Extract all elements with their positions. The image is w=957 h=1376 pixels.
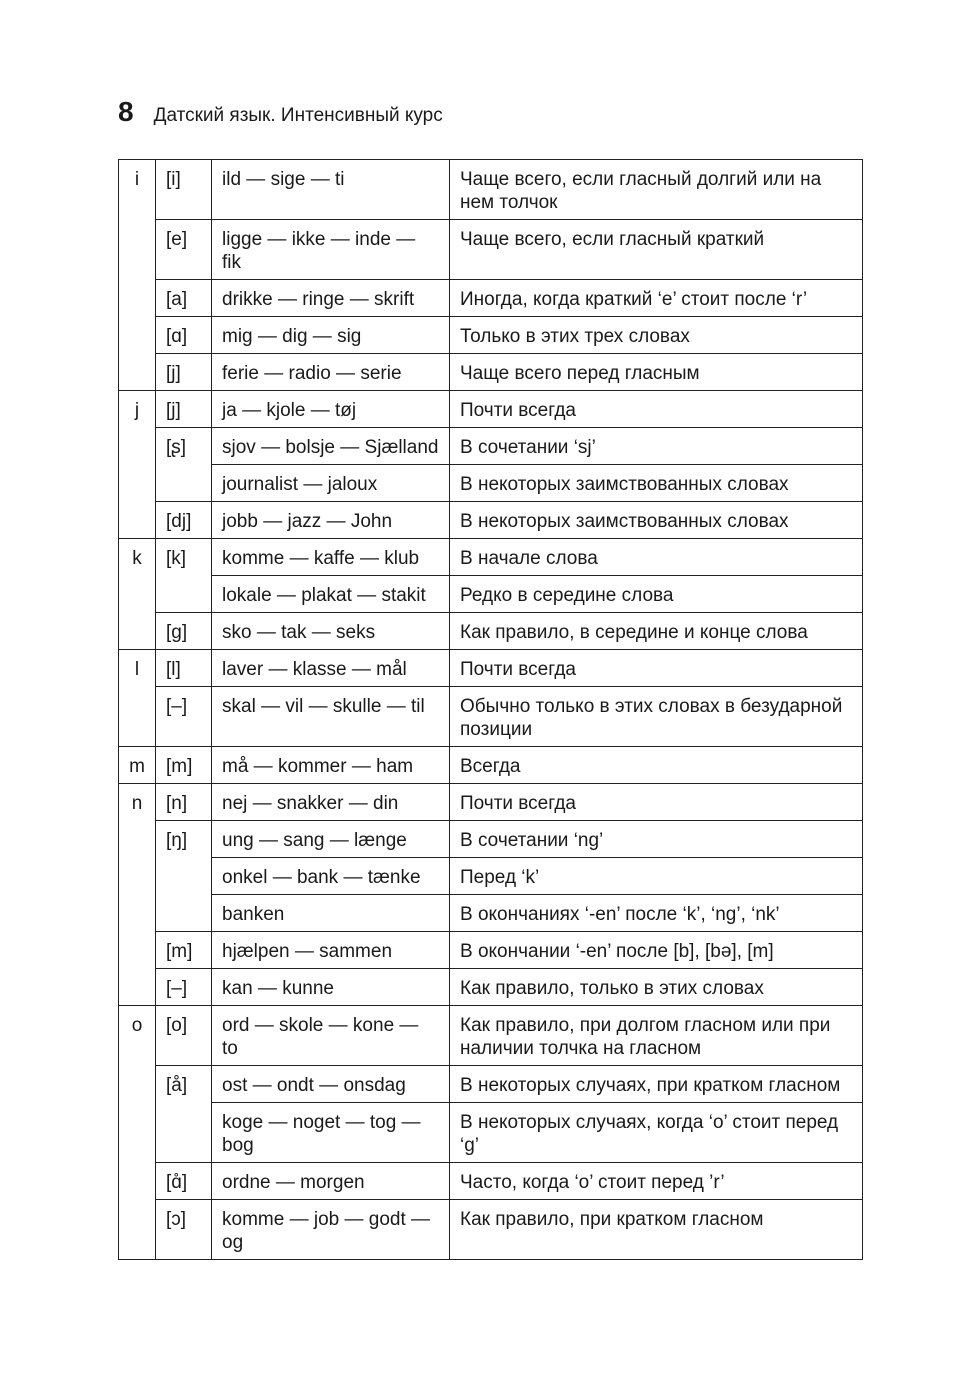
usage-note-cell: Часто, когда ‘o’ стоит перед ’r’	[450, 1163, 863, 1200]
table-row	[119, 895, 863, 932]
sound-cell: [dj]	[156, 502, 212, 539]
usage-note-cell: В некоторых случаях, при кратком гласном	[450, 1066, 863, 1103]
table-row	[119, 354, 863, 391]
sound-cell: [ɔ]	[156, 1200, 212, 1260]
table-row	[119, 650, 863, 687]
table-row	[119, 687, 863, 747]
usage-note-cell: Как правило, только в этих словах	[450, 969, 863, 1006]
table-row	[119, 969, 863, 1006]
page-number: 8	[118, 96, 134, 127]
example-words-cell: komme — kaffe — klub	[212, 539, 450, 576]
usage-note-cell: В начале слова	[450, 539, 863, 576]
example-words-cell: jobb — jazz — John	[212, 502, 450, 539]
usage-note-cell: В некоторых заимствованных словах	[450, 465, 863, 502]
example-words-cell: må — kommer — ham	[212, 747, 450, 784]
sound-cell: [–]	[156, 969, 212, 1006]
letter-cell: l	[119, 650, 156, 747]
usage-note-cell: Как правило, при кратком гласном	[450, 1200, 863, 1260]
usage-note-cell: Почти всегда	[450, 391, 863, 428]
example-words-cell: kan — kunne	[212, 969, 450, 1006]
example-words-cell: mig — dig — sig	[212, 317, 450, 354]
table-row	[119, 220, 863, 280]
example-words-cell: sko — tak — seks	[212, 613, 450, 650]
example-words-cell: ost — ondt — onsdag	[212, 1066, 450, 1103]
example-words-cell: lokale — plakat — stakit	[212, 576, 450, 613]
table-row	[119, 613, 863, 650]
example-words-cell: ordne — morgen	[212, 1163, 450, 1200]
example-words-cell: koge — noget — tog — bog	[212, 1103, 450, 1163]
table-row	[119, 1006, 863, 1066]
usage-note-cell: В некоторых заимствованных словах	[450, 502, 863, 539]
usage-note-cell: Перед ‘k’	[450, 858, 863, 895]
letter-cell: i	[119, 160, 156, 391]
usage-note-cell: Всегда	[450, 747, 863, 784]
table-row	[119, 428, 863, 465]
table-row	[119, 160, 863, 220]
table-row	[119, 747, 863, 784]
usage-note-cell: Почти всегда	[450, 784, 863, 821]
usage-note-cell: Только в этих трех словах	[450, 317, 863, 354]
sound-cell: [e]	[156, 220, 212, 280]
example-words-cell: skal — vil — skulle — til	[212, 687, 450, 747]
table-row	[119, 1163, 863, 1200]
page-header	[118, 96, 443, 128]
table-row	[119, 1103, 863, 1163]
table-row	[119, 391, 863, 428]
example-words-cell: sjov — bolsje — Sjælland	[212, 428, 450, 465]
table-row	[119, 539, 863, 576]
example-words-cell: ord — skole — kone — to	[212, 1006, 450, 1066]
example-words-cell: journalist — jaloux	[212, 465, 450, 502]
sound-cell: [ɑ̊]	[156, 1163, 212, 1200]
letter-cell: k	[119, 539, 156, 650]
example-words-cell: ung — sang — længe	[212, 821, 450, 858]
usage-note-cell: В сочетании ‘ng’	[450, 821, 863, 858]
usage-note-cell: Чаще всего, если гласный долгий или на нем толчок	[450, 160, 863, 220]
sound-cell: [å]	[156, 1066, 212, 1163]
letter-cell: j	[119, 391, 156, 539]
sound-cell: [g]	[156, 613, 212, 650]
example-words-cell: hjælpen — sammen	[212, 932, 450, 969]
letter-cell: m	[119, 747, 156, 784]
usage-note-cell: Чаще всего, если гласный краткий	[450, 220, 863, 280]
sound-cell: [a]	[156, 280, 212, 317]
usage-note-cell: В некоторых случаях, когда ‘o’ стоит перед ‘g’	[450, 1103, 863, 1163]
example-words-cell: komme — job — godt — og	[212, 1200, 450, 1260]
table-row	[119, 317, 863, 354]
usage-note-cell: В окончаниях ‘-en’ после ‘k’, ‘ng’, ‘nk’	[450, 895, 863, 932]
table-row	[119, 280, 863, 317]
usage-note-cell: Обычно только в этих словах в безударной позиции	[450, 687, 863, 747]
sound-cell: [j]	[156, 391, 212, 428]
usage-note-cell: Редко в середине слова	[450, 576, 863, 613]
usage-note-cell: Как правило, в середине и конце слова	[450, 613, 863, 650]
sound-cell: [o]	[156, 1006, 212, 1066]
table-row	[119, 1200, 863, 1260]
example-words-cell: banken	[212, 895, 450, 932]
usage-note-cell: Как правило, при долгом гласном или при наличии толчка на гласном	[450, 1006, 863, 1066]
sound-cell: [ŋ]	[156, 821, 212, 932]
sound-cell: [–]	[156, 687, 212, 747]
sound-cell: [n]	[156, 784, 212, 821]
sound-cell: [l]	[156, 650, 212, 687]
usage-note-cell: Чаще всего перед гласным	[450, 354, 863, 391]
example-words-cell: laver — klasse — mål	[212, 650, 450, 687]
usage-note-cell: В сочетании ‘sj’	[450, 428, 863, 465]
sound-cell: [m]	[156, 747, 212, 784]
sound-cell: [i]	[156, 160, 212, 220]
sound-cell: [ʂ]	[156, 428, 212, 502]
example-words-cell: ja — kjole — tøj	[212, 391, 450, 428]
table-row	[119, 1066, 863, 1103]
usage-note-cell: Почти всегда	[450, 650, 863, 687]
sound-cell: [k]	[156, 539, 212, 613]
table-row	[119, 502, 863, 539]
example-words-cell: ild — sige — ti	[212, 160, 450, 220]
table-row	[119, 576, 863, 613]
table-row	[119, 465, 863, 502]
pronunciation-table	[118, 159, 863, 1260]
example-words-cell: nej — snakker — din	[212, 784, 450, 821]
sound-cell: [ɑ]	[156, 317, 212, 354]
example-words-cell: drikke — ringe — skrift	[212, 280, 450, 317]
usage-note-cell: Иногда, когда краткий ‘e’ стоит после ‘r’	[450, 280, 863, 317]
sound-cell: [m]	[156, 932, 212, 969]
letter-cell: n	[119, 784, 156, 1006]
example-words-cell: onkel — bank — tænke	[212, 858, 450, 895]
table-row	[119, 932, 863, 969]
usage-note-cell: В окончании ‘-en’ после [b], [bə], [m]	[450, 932, 863, 969]
running-title: Датский язык. Интенсивный курс	[153, 105, 443, 126]
table-row	[119, 821, 863, 858]
letter-cell: o	[119, 1006, 156, 1260]
example-words-cell: ligge — ikke — inde — fik	[212, 220, 450, 280]
table-row	[119, 858, 863, 895]
example-words-cell: ferie — radio — serie	[212, 354, 450, 391]
sound-cell: [j]	[156, 354, 212, 391]
table-row	[119, 784, 863, 821]
